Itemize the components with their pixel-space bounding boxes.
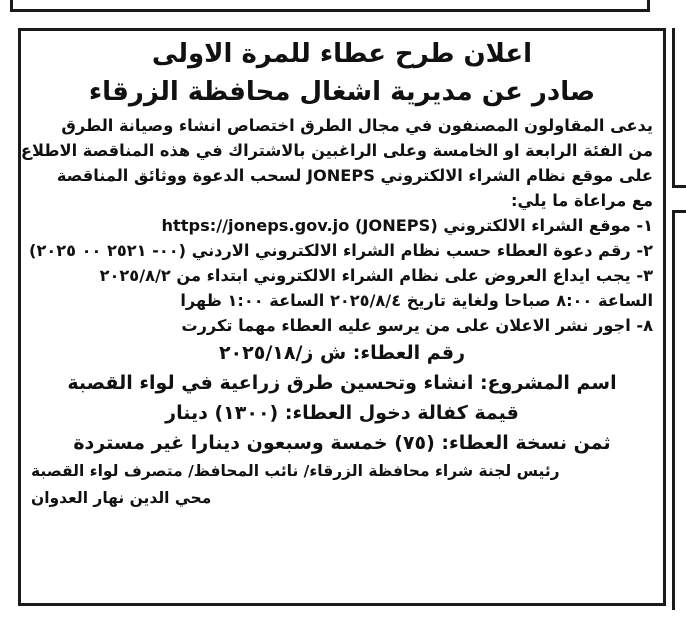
- project-name: اسم المشروع: انشاء وتحسين طرق زراعية في لواء القصبة: [67, 372, 617, 394]
- headline-title: اعلان طرح عطاء للمرة الاولى: [151, 39, 533, 69]
- conditions-list: [31, 213, 653, 338]
- intro-line: يدعى المقاولون المصنفون في مجال الطرق اختصاص انشاء وصيانة الطرق: [61, 116, 653, 135]
- intro-line: على موقع نظام الشراء الالكتروني JONEPS لسحب الدعوة ووثائق المناقصة: [56, 166, 653, 185]
- tender-number: رقم العطاء: ش ز/٢٠٢٥/١٨: [218, 342, 466, 364]
- copy-price: ثمن نسخة العطاء: (٧٥) خمسة وسبعون دينارا غير مستردة: [73, 432, 611, 454]
- adjacent-ad-frame-bottom: [672, 210, 686, 610]
- intro-line: من الفئة الرابعة او الخامسة وعلى الراغبين بالاشتراك في هذه المناقصة الاطلاع: [20, 141, 653, 160]
- guarantee-value: قيمة كفالة دخول العطاء: (١٣٠٠) دينار: [165, 402, 519, 424]
- condition-item: الساعة ٨:٠٠ صباحا ولغاية تاريخ ٢٠٢٥/٨/٤ الساعة ١:٠٠ ظهرا: [180, 291, 653, 310]
- adjacent-ad-frame-top: [672, 28, 686, 188]
- headline-issuer: صادر عن مديرية اشغال محافظة الزرقاء: [88, 77, 596, 107]
- condition-item: ٨- اجور نشر الاعلان على من يرسو عليه العطاء مهما تكررت: [181, 316, 653, 335]
- intro-paragraph: [20, 113, 653, 213]
- condition-item: ٢- رقم دعوة العطاء حسب نظام الشراء الالكتروني الاردني (٠٠- ٢٥٢١ ٠٠ ٢٠٢٥): [29, 241, 653, 260]
- condition-item: ١- موقع الشراء الالكتروني (JONEPS) https://joneps.gov.jo: [161, 216, 653, 235]
- signatory-name: محي الدين نهار العدوان: [31, 489, 212, 507]
- signatory-title: رئيس لجنة شراء محافظة الزرقاء/ نائب المحافظ/ متصرف لواء القصبة: [31, 462, 560, 480]
- intro-line: مع مراعاة ما يلي:: [511, 191, 653, 210]
- tender-announcement: [18, 28, 666, 606]
- condition-item: ٣- يجب ايداع العروض على نظام الشراء الالكتروني ابتداء من ٢٠٢٥/٨/٢: [99, 266, 653, 285]
- top-border-rule: [10, 0, 650, 12]
